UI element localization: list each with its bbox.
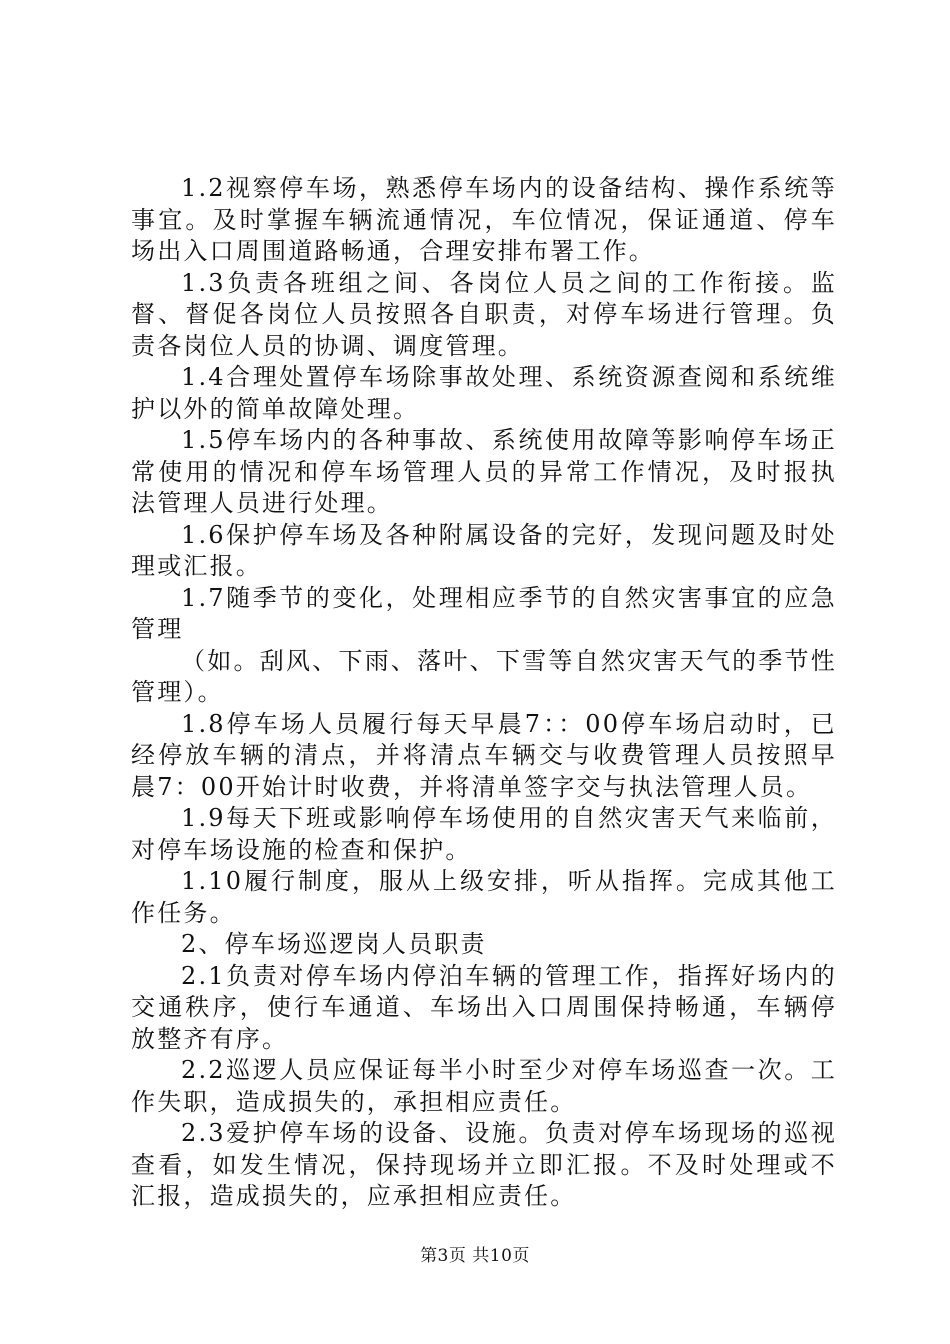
paragraph-1-8: 1.8停车场人员履行每天早晨7：：00停车场启动时，已经停放车辆的清点，并将清点车辆交与收费管理人员按照早晨7：00开始计时收费，并将清单签字交与执法管理人员。 [131, 709, 837, 801]
document-body [131, 173, 837, 1213]
page-number-footer: 第3页 共10页 [420, 1246, 530, 1266]
paragraph-2-1: 2.1负责对停车场内停泊车辆的管理工作，指挥好场内的交通秩序，使行车通道、车场出入口周围保持畅通，车辆停放整齐有序。 [131, 961, 837, 1053]
paragraph-1-7: 1.7随季节的变化，处理相应季节的自然灾害事宜的应急管理 [131, 583, 837, 643]
paragraph-1-5: 1.5停车场内的各种事故、系统使用故障等影响停车场正常使用的情况和停车场管理人员的异常工作情况，及时报执法管理人员进行处理。 [131, 426, 837, 517]
paragraph-1-6: 1.6保护停车场及各种附属设备的完好，发现问题及时处理或汇报。 [131, 520, 837, 580]
section-heading-patrol-duties: 2、停车场巡逻岗人员职责 [181, 930, 487, 958]
paragraph-2-3: 2.3爱护停车场的设备、设施。负责对停车场现场的巡视查看，如发生情况，保持现场并立即汇报。不及时处理或不汇报，造成损失的，应承担相应责任。 [131, 1119, 837, 1210]
paragraph-1-10: 1.10履行制度，服从上级安排，听从指挥。完成其他工作任务。 [131, 867, 837, 927]
paragraph-1-9: 1.9每天下班或影响停车场使用的自然灾害天气来临前，对停车场设施的检查和保护。 [131, 804, 837, 864]
paragraph-1-4: 1.4合理处置停车场除事故处理、系统资源查阅和系统维护以外的简单故障处理。 [131, 363, 837, 423]
paragraph-1-7-note: （如。刮风、下雨、落叶、下雪等自然灾害天气的季节性管理）。 [131, 646, 837, 706]
paragraph-1-3: 1.3负责各班组之间、各岗位人员之间的工作衔接。监督、督促各岗位人员按照各自职责，对停车场进行管理。负责各岗位人员的协调、调度管理。 [131, 268, 837, 360]
paragraph-2-2: 2.2巡逻人员应保证每半小时至少对停车场巡查一次。工作失职，造成损失的，承担相应责任。 [131, 1056, 837, 1116]
paragraph-1-2: 1.2视察停车场，熟悉停车场内的设备结构、操作系统等事宜。及时掌握车辆流通情况，车位情况，保证通道、停车场出入口周围道路畅通，合理安排布署工作。 [131, 174, 837, 265]
